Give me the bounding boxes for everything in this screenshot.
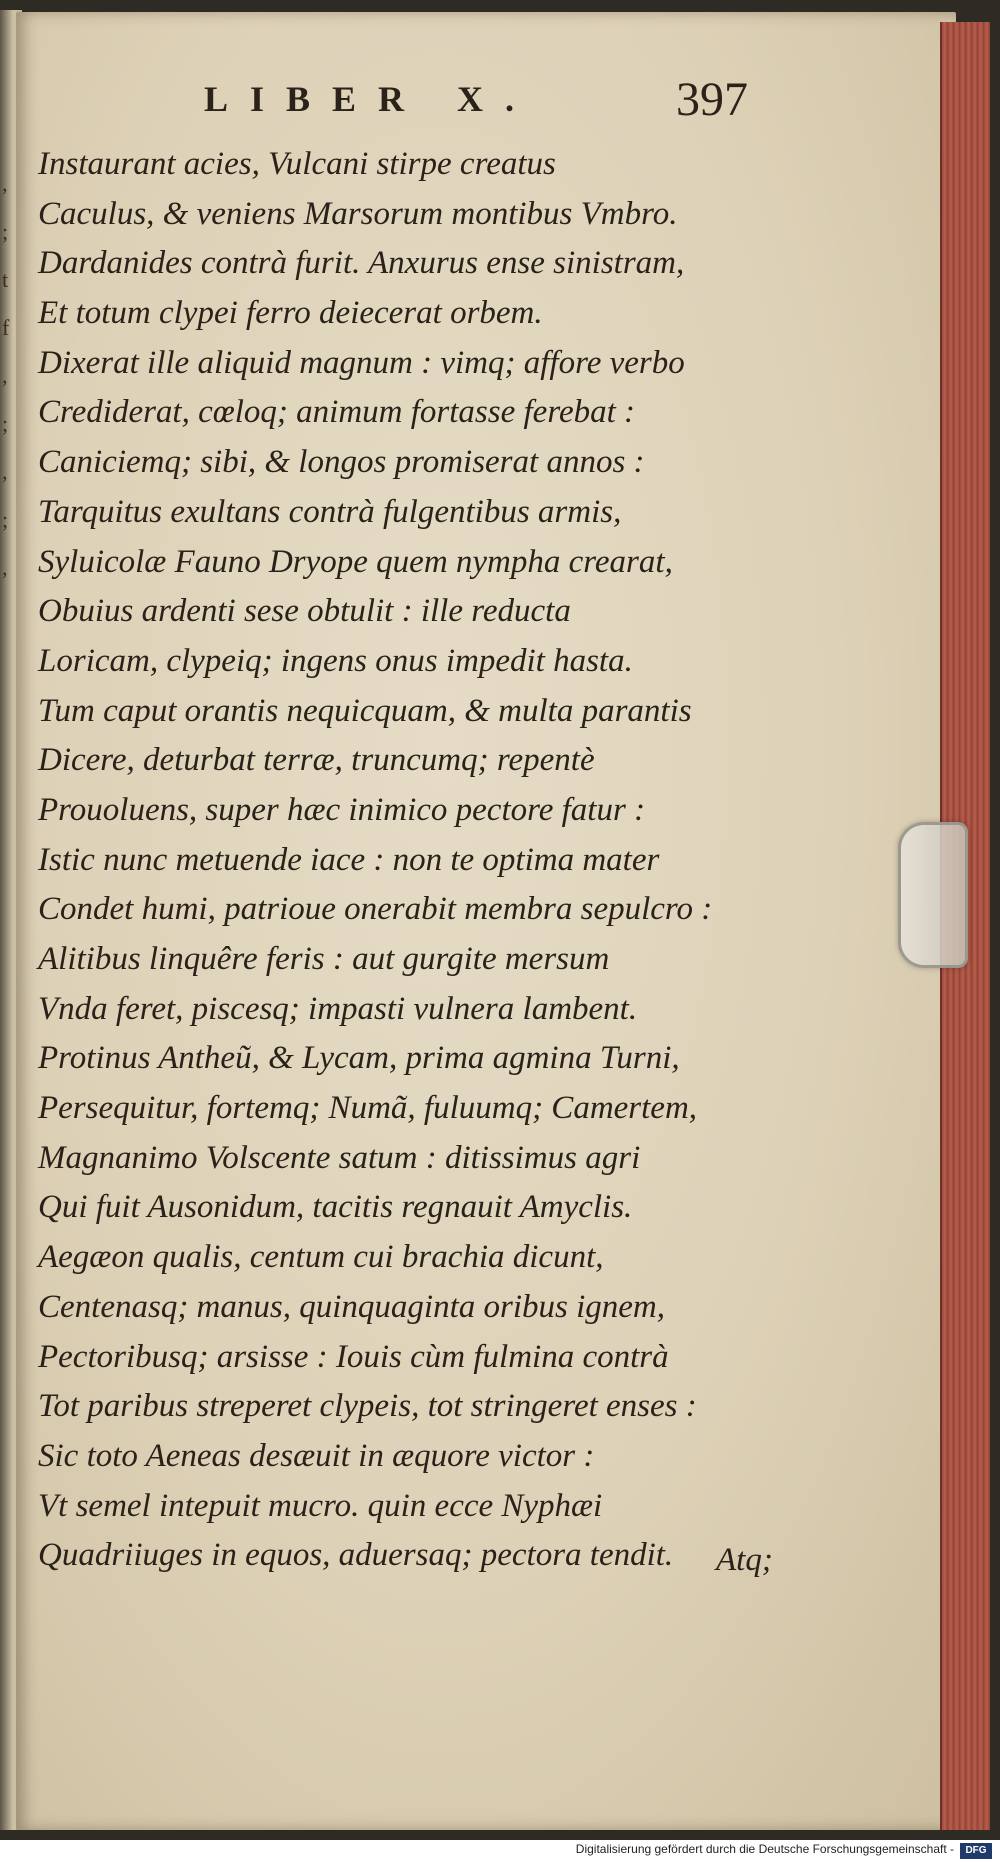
verse-line: Aegæon qualis, centum cui brachia dicunt, xyxy=(38,1239,604,1276)
page-number: 397 xyxy=(676,73,748,126)
book-clip xyxy=(898,822,968,968)
verse-line: Caculus, & veniens Marsorum montibus Vmbro. xyxy=(38,195,678,232)
verse-line: Dicere, deturbat terræ, truncumq; repentè xyxy=(38,742,595,779)
verse-line: Protinus Antheũ, & Lycam, prima agmina Turni, xyxy=(38,1040,680,1077)
verse-line: Caniciemq; sibi, & longos promiserat annos : xyxy=(38,444,645,481)
verse-line: Loricam, clypeiq; ingens onus impedit hasta. xyxy=(38,642,633,679)
verse-line: Dardanides contrà furit. Anxurus ense sinistram, xyxy=(38,245,685,282)
dfg-logo: DFG xyxy=(960,1843,992,1859)
verse-line: Vt semel intepuit mucro. quin ecce Nyphæi xyxy=(38,1487,603,1524)
verse-line: Magnanimo Volscente satum : ditissimus agri xyxy=(38,1139,641,1176)
verse-line: Tot paribus streperet clypeis, tot stringeret enses : xyxy=(38,1388,697,1425)
verse-line: Qui fuit Ausonidum, tacitis regnauit Amyclis. xyxy=(38,1189,633,1226)
verse-line: Syluicolæ Fauno Dryope quem nympha crearat, xyxy=(38,543,673,580)
book-page xyxy=(16,12,956,1830)
funding-credit: Digitalisierung gefördert durch die Deutsche Forschungsgemeinschaft - xyxy=(575,1842,954,1856)
verse-line: Condet humi, patrioue onerabit membra sepulcro : xyxy=(38,891,713,928)
verse-line: Dixerat ille aliquid magnum : vimq; affore verbo xyxy=(38,344,685,381)
verse-line: Vnda feret, piscesq; impasti vulnera lambent. xyxy=(38,990,638,1027)
verse-line: Et totum clypei ferro deiecerat orbem. xyxy=(38,295,543,332)
catchword: Atq; xyxy=(716,1542,773,1578)
verse-line: Obuius ardenti sese obtulit : ille reducta xyxy=(38,593,571,630)
verse-block xyxy=(38,140,798,1581)
verse-line: Quadriiuges in equos, aduersaq; pectora tendit. xyxy=(38,1537,674,1574)
footer-bar xyxy=(0,1840,1000,1862)
verse-line: Pectoribusq; arsisse : Iouis cùm fulmina contrà xyxy=(38,1338,669,1375)
verse-line: Sic toto Aeneas desæuit in æquore victor : xyxy=(38,1437,595,1474)
verse-line: Persequitur, fortemq; Numã, fuluumq; Camertem, xyxy=(38,1090,698,1127)
verse-line: Istic nunc metuende iace : non te optima mater xyxy=(38,841,660,878)
verse-line: Alitibus linquêre feris : aut gurgite mersum xyxy=(38,941,610,977)
verse-line: Crediderat, cœloq; animum fortasse ferebat : xyxy=(38,394,635,431)
verse-line: Centenasq; manus, quinquaginta oribus ignem, xyxy=(38,1288,665,1325)
verse-line: Instaurant acies, Vulcani stirpe creatus xyxy=(38,146,556,182)
verse-line: Prouoluens, super hæc inimico pectore fatur : xyxy=(38,791,646,828)
page-header xyxy=(16,72,956,132)
verse-line: Tum caput orantis nequicquam, & multa parantis xyxy=(38,692,692,729)
verse-line: Tarquitus exultans contrà fulgentibus armis, xyxy=(38,493,622,530)
running-head: LIBER X. xyxy=(204,79,537,119)
gutter-marks: , ; t f , ; , ; , xyxy=(2,171,10,580)
